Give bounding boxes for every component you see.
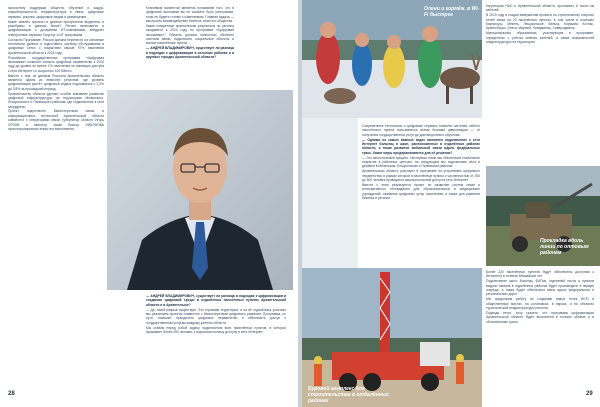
paragraph: — АНДРЕЙ ВЛАДИМИРОВИЧ, существует ли разница в подходах к цифровизации в сельских районах и в крупных городах Архангельской области? [146, 46, 234, 59]
paragraph: Мы продолжим работу по созданию новых точек Wi-Fi в общественных местах, на остановках, в парках, и на объектах туристической инфраструктуры региона. [486, 297, 594, 310]
paragraph: Согласно Программе, Россия должна перенести на основные технологии данных и подготовить систему обслуживания в цифровых сетях с покрытием свыше 97% населения Архангельской области к 2024 году. [8, 37, 104, 55]
right-page [302, 0, 600, 407]
paragraph: В 2019 году в стадии завершения проекты по строительству опорных сетей связи на 20 населённых пунктах, в том числе в поселках Карпогоры, Мезень, Лешуконское, Вельск, Коряжма, Котлас, Красноборск, Онега, Мирный, Новодвинск, Северодвинск. [486, 13, 594, 31]
paragraph: Современные технологии и цифровые сервисы позволят жителям любого населённого пункта пользоваться всеми благами цивилизации — от получения государственных услуг до дистанционного обучения. [362, 124, 480, 137]
paragraph: экосистему поддержки обществ, обучение и кадры, инфобезопасность, инфраструктура и связь, цифровые сервисы, рисунок, цифровые медиа и размещение. [8, 6, 104, 19]
paragraph: Российская государственная программа «Цифровая экономика» позволит снизить цифровое неравенство к 2024 году до уровня не менее 1% населения не имеющих доступа к сети Интернет со скоростью 100 Мбит/с. [8, 55, 104, 73]
paragraph: Подводя итоги, хочу сказать, что программа цифровизации Архангельской области будет выполнена в полном объёме и в обозначенные сроки. [486, 310, 594, 324]
paragraph: Ключевым моментом является понимание того, что в цифровой экономике вы не сможете быть успешными, если не будете готовы к изменениям. Главная задача — выстроить взаимодействие бизнеса, власти и общества. [146, 6, 234, 24]
paragraph: Проект подготовлен Министерством связи и информационных технологий Архангельской области совместно с операторами связи; губернатор области Игорь ОРЛОВ и министр связи Виктор НИКОНОВА проконтролировали этапы его выполнения. [8, 109, 104, 131]
paragraph: территории НАО и Архангельской области, проложено 6 тысяч км кабелей. [486, 4, 594, 13]
forest-image [302, 118, 358, 274]
interview-question: — АНДРЕЙ ВЛАДИМИРОВИЧ, существует ли разница в подходах к цифровизации и созданию цифровой среды в отдалённых населённых пунктах Архангельской области и в Архангельске? [146, 294, 286, 307]
paragraph: — Это многоэтапный процесс. На первом этапе мы обеспечили стабильное покрытие в районных центрах, на следующем мы подключаем сёла и деревни в Мезенском, Лешуконском и Пинежском районах. [362, 155, 480, 169]
paragraph: Муниципальные образования, участвующие в программе, определены с учётом мнения жителей, а также возможностей инфраструктуры на территории. [486, 31, 594, 44]
left-page-interview [146, 294, 286, 386]
left-page-column-1 [8, 6, 104, 388]
paragraph: Вместе с тем, по данным Росстата Архангельская область является одним из немногих регионов, где уровень цифровизации растёт: цифровой индекс поднимается с 2,2% до 3,8% за прошедший период. [8, 73, 104, 91]
right-page-column-2 [486, 4, 594, 164]
paragraph: Правительство области уделяет особое внимание развитию цифровой инфраструктуры на территориях Мезенского, Лешуконского и Пинежского районов, где подключение к сети затруднено. [8, 91, 104, 109]
paragraph: Более 220 населённых пунктов будут обеспечены доступом к Интернету в течение ближайших лет. [486, 270, 594, 279]
left-page-column-2-top [146, 6, 234, 94]
caption-drilling-rig: Буровой комплекс для строительства в отдалённых районах [308, 386, 389, 404]
paragraph: Какие именно проекты в десятке приоритетов выделены и разобраны в данном блоке? Регион включается в цифровизацию с дочерними ИТ-компаниями, внедряет электронные сервисы Госуслуг и ИТ-программы. [8, 19, 104, 37]
spacer [8, 292, 9, 293]
interview-answer-1: — Да, такой разрыв существует. Это огромная территория, и на её отдалённых участках мы реализуем проекты совместно с Министерством цифрового развития. Программа, по сути, позволит преодолеть цифровое неравенство и обеспечить доступ к государственным услугам каждому жителю области. [146, 307, 286, 325]
page-number-right: 29 [586, 391, 593, 397]
page-number-left: 28 [8, 391, 15, 397]
caption-reindeer: Олени и кормёж. в Wi-Fi быстрее [424, 6, 480, 18]
paragraph: Какие конкретные практические результаты по региону ожидаются к 2024 году по программе «Цифровая экономика»? Область должна полностью обновить системы связи, подключить социальные объекты и малые населённые пункты. [146, 23, 234, 46]
portrait-image [107, 90, 293, 290]
drilling-rig-photo [302, 268, 482, 407]
paragraph: Подключение школ, больниц, ФАПов, отделений почты и пунктов выдачи заказов в отдалённых районах будет произведено в первую очередь, а также будет обеспечена связь вдоль федеральных и региональных дорог. [486, 279, 594, 297]
interview-answer-2: Мы ставим перед собой задачу подключения всех населённых пунктов, в которых проживает более 250 человек, к широкополосному доступу в сеть Интернет. [146, 325, 286, 334]
paragraph: Вместе с этим реализуется проект по развитию систем связи и интерактивного телевидения для образовательных и медицинских учреждений, оказанию цифровых услуг населению, а также для развития бизнеса в регионе. [362, 182, 480, 200]
forest-strip [302, 118, 358, 274]
caption-equipment: Прокладка вдоль линии по оптовым районам [540, 238, 589, 256]
right-page-column-1 [362, 124, 480, 264]
left-page [0, 0, 298, 407]
portrait-photo [107, 90, 293, 290]
reindeer-photo [302, 0, 482, 118]
paragraph: — Одними из самых важных задач являются подключение к сети Интернет больниц и школ, расположенных в отдалённых районах области, а также развитие мобильной связи вдоль федеральных трасс. Какие меры предпринимаются для её решения? [362, 137, 480, 155]
equipment-photo [486, 166, 600, 266]
right-page-column-3 [486, 270, 594, 388]
paragraph: Архангельская область участвует в программе по устранению цифрового неравенства, в рамках которой в населённые пункты с численностью от 250 до 500 человек проводится широкополосный доступ в сеть Интернет. [362, 169, 480, 182]
